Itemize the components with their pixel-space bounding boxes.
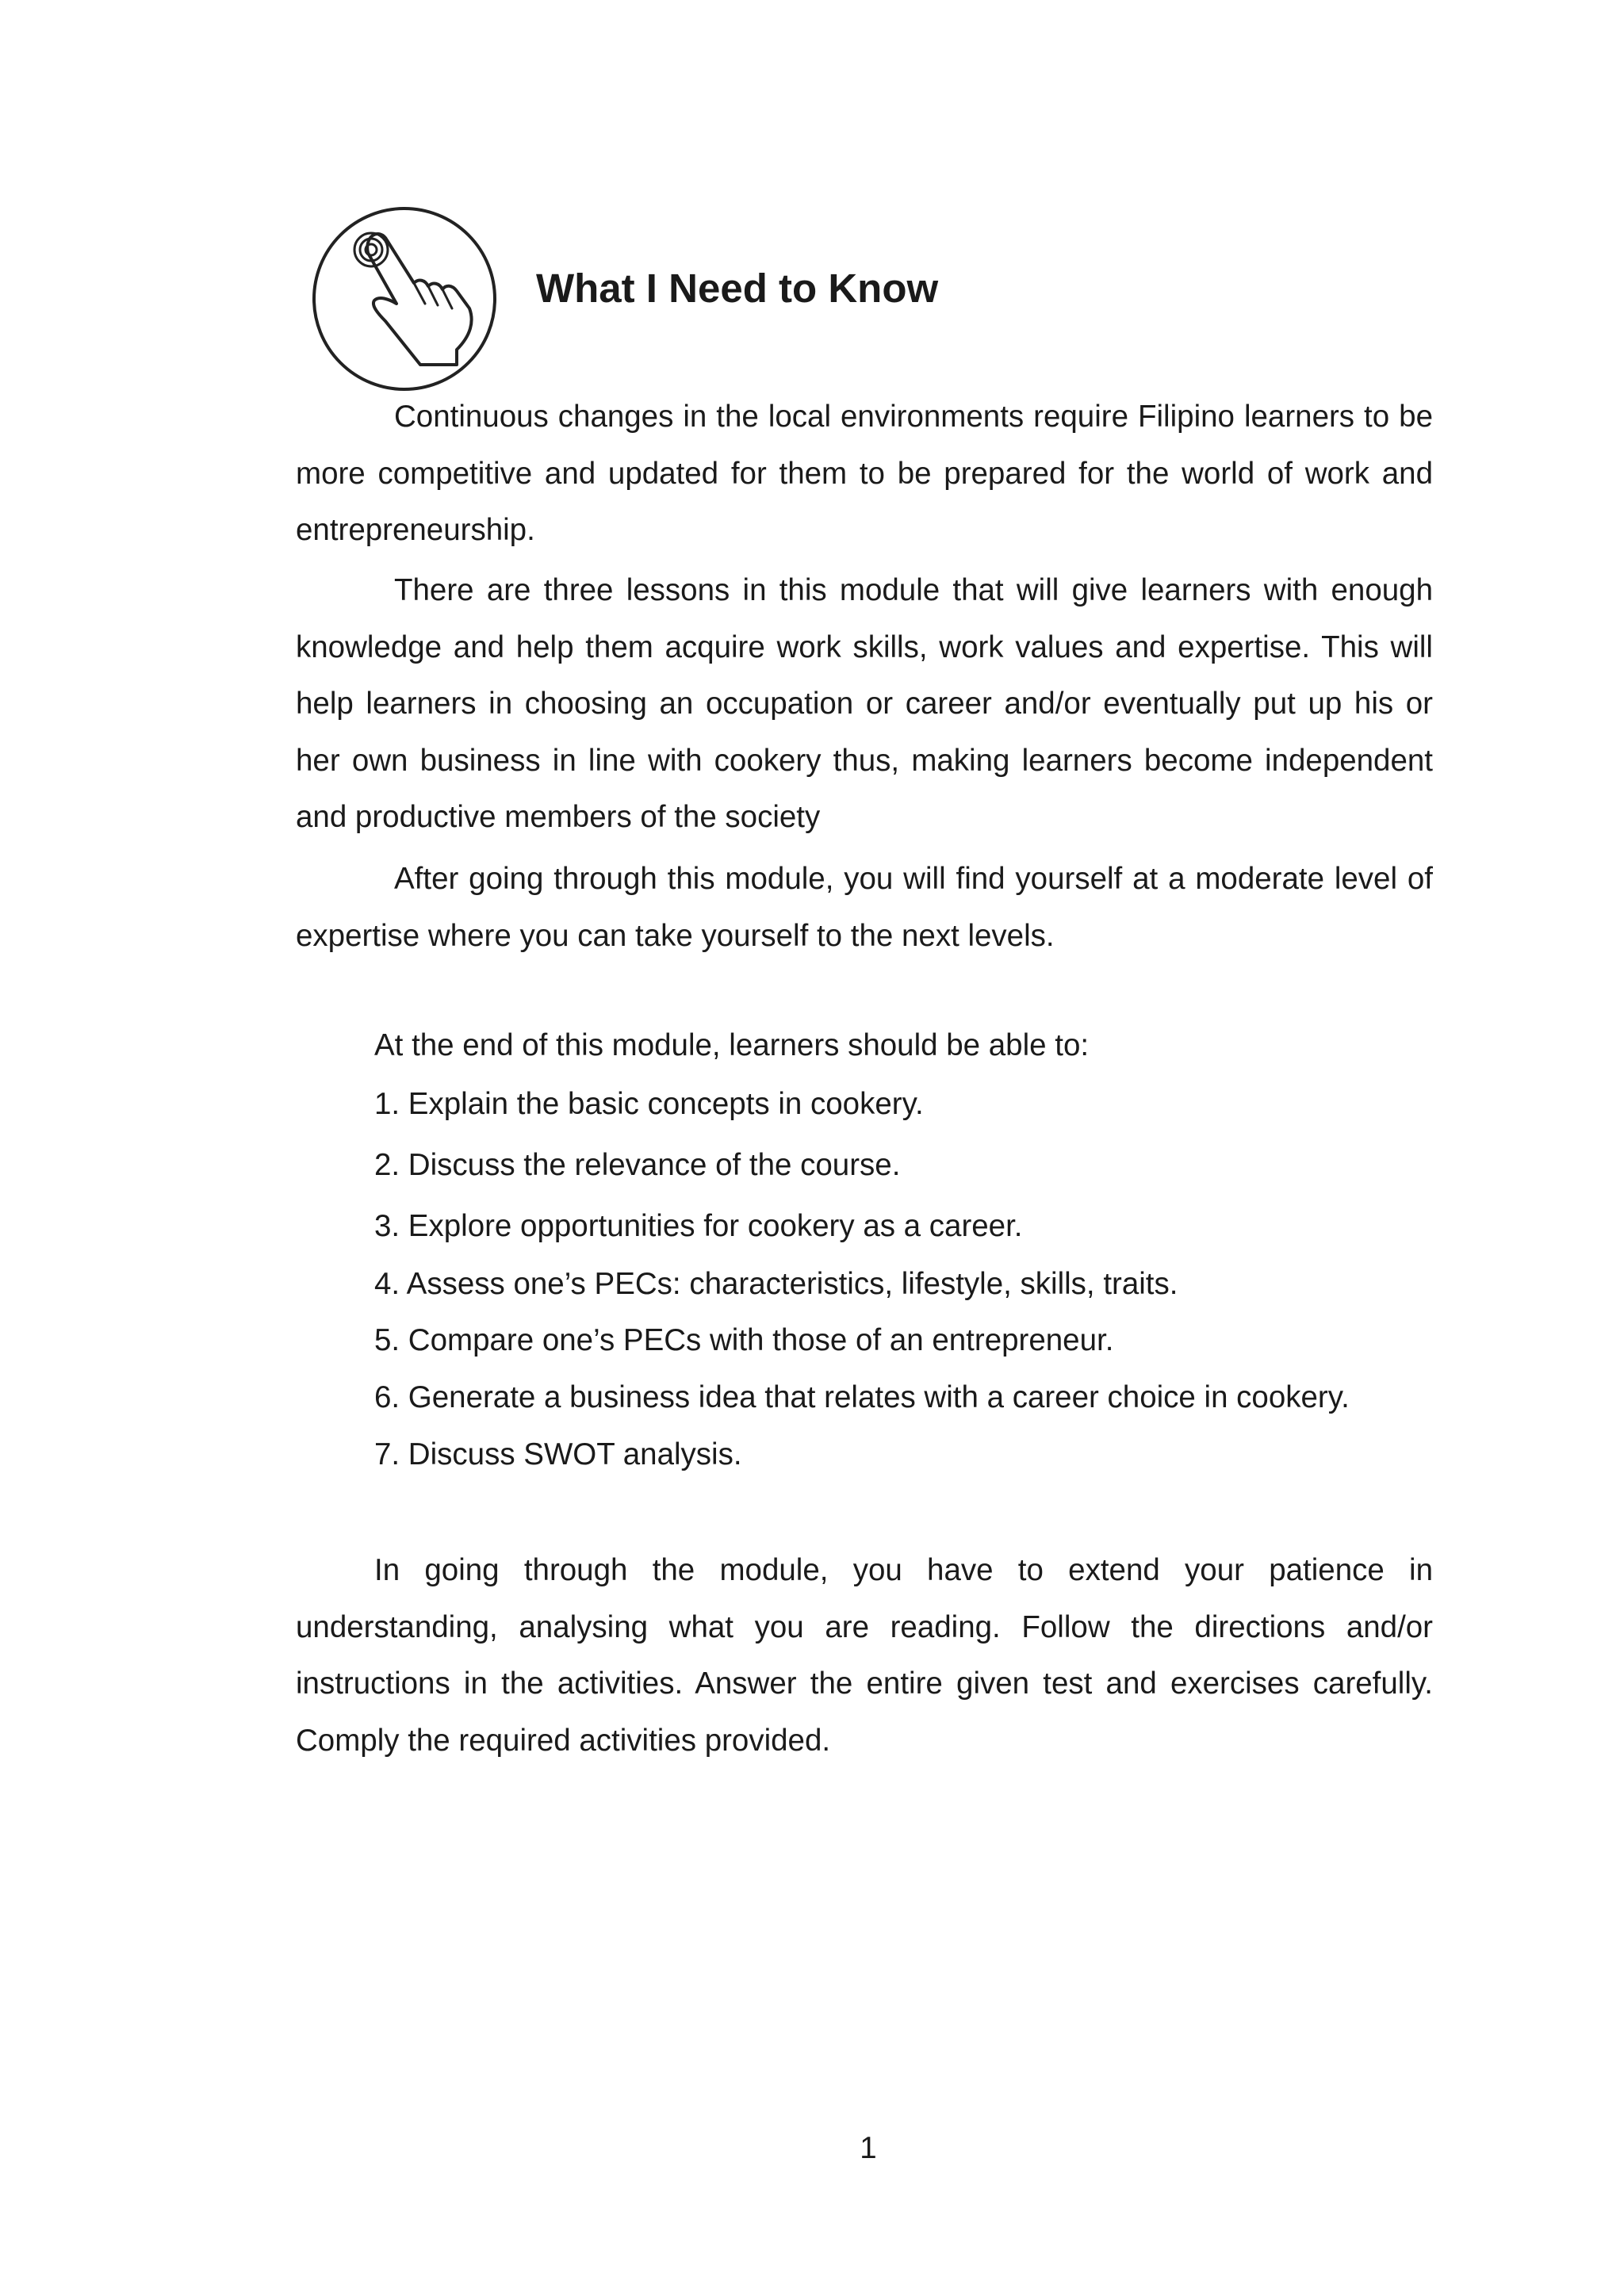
objective-item: 6. Generate a business idea that relates with a career choice in cookery. <box>374 1380 1350 1414</box>
objective-item: 2. Discuss the relevance of the course. <box>374 1148 901 1182</box>
intro-paragraph-1: Continuous changes in the local environments require Filipino learners to be more competitive and updated for them to be prepared for the world of work and entrepreneurship. <box>296 400 1433 547</box>
objective-item: 5. Compare one’s PECs with those of an entrepreneur. <box>374 1323 1114 1357</box>
intro-paragraph-3: After going through this module, you will find yourself at a moderate level of expertise where you can take yourself to the next levels. <box>296 862 1433 953</box>
closing-paragraph: In going through the module, you have to extend your patience in understanding, analysing what you are reading. Follow the directions and/or instructions in the activities. Answer the entire given test and exercises carefully. Comply the required activities provided. <box>296 1553 1433 1758</box>
objective-item: 3. Explore opportunities for cookery as a career. <box>374 1209 1023 1243</box>
objective-item: 1. Explain the basic concepts in cookery. <box>374 1087 924 1121</box>
objective-item: 7. Discuss SWOT analysis. <box>374 1437 742 1471</box>
intro-paragraph-2: There are three lessons in this module that will give learners with enough knowledge and help them acquire work skills, work values and expertise. This will help learners in choosing an occupation or career and/or eventually put up his or her own business in line with cookery thus, making learners become independent and productive members of the society <box>296 573 1433 834</box>
page-number: 1 <box>860 2131 877 2165</box>
objective-item: 4. Assess one’s PECs: characteristics, lifestyle, skills, traits. <box>374 1267 1178 1301</box>
pointing-hand-tap-icon <box>301 202 508 396</box>
objectives-intro: At the end of this module, learners should be able to: <box>374 1028 1090 1062</box>
section-title: What I Need to Know <box>536 266 939 311</box>
